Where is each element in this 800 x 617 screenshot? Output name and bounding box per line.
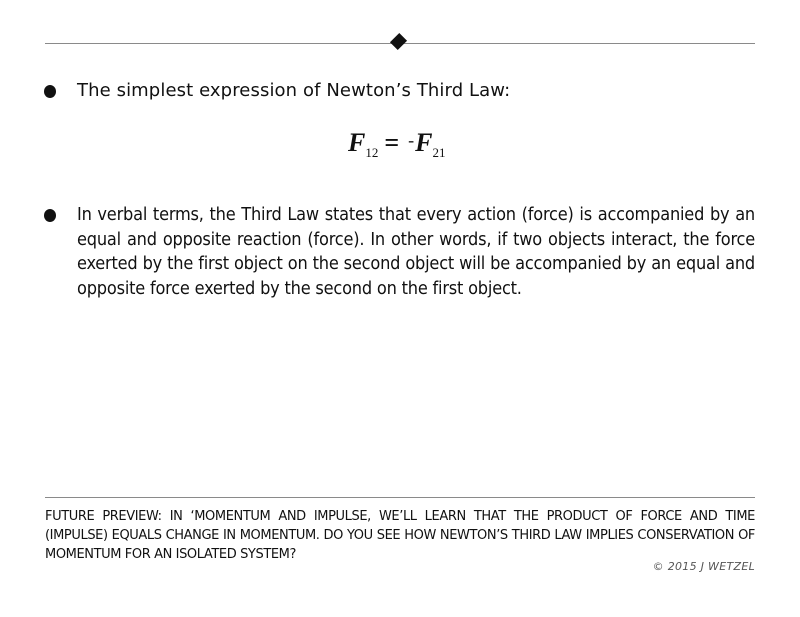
copyright-notice: © 2015 J WETZEL [652, 560, 755, 573]
bullet-1-text: The simplest expression of Newton’s Third Law: [77, 80, 511, 101]
equation-lhs-symbol: F [348, 128, 366, 157]
equation-equals: = [384, 128, 400, 157]
future-preview-note: FUTURE PREVIEW: IN ‘MOMENTUM AND IMPULSE, WE’LL LEARN THAT THE PRODUCT OF FORCE AND TIME (IMPULSE) EQUALS CHANGE IN MOMENTUM. DO YOU SEE HOW NEWTON’S THIRD LAW IMPLIES CONSERVATION OF MOMENTUM FOR AN ISOLATED SYSTEM? [45, 509, 755, 562]
bullet-2-text: In verbal terms, the Third Law states that every action (force) is accompanied by an equal and opposite reaction (force). In other words, if two objects interact, the force exerted by the first object on the second object will be accompanied by an equal and opposite force exerted by the second on the first object. [77, 204, 755, 299]
bullet-dot-icon [44, 209, 56, 222]
diamond-icon [390, 33, 407, 50]
equation-lhs-subscript: 12 [365, 145, 379, 160]
newton-third-law-equation [348, 128, 446, 161]
equation-negative-sign: - [408, 130, 415, 150]
equation-rhs-symbol: F [415, 128, 433, 157]
bullet-dot-icon [44, 85, 56, 98]
equation-rhs-subscript: 21 [432, 145, 446, 160]
bottom-divider-line [45, 497, 755, 498]
